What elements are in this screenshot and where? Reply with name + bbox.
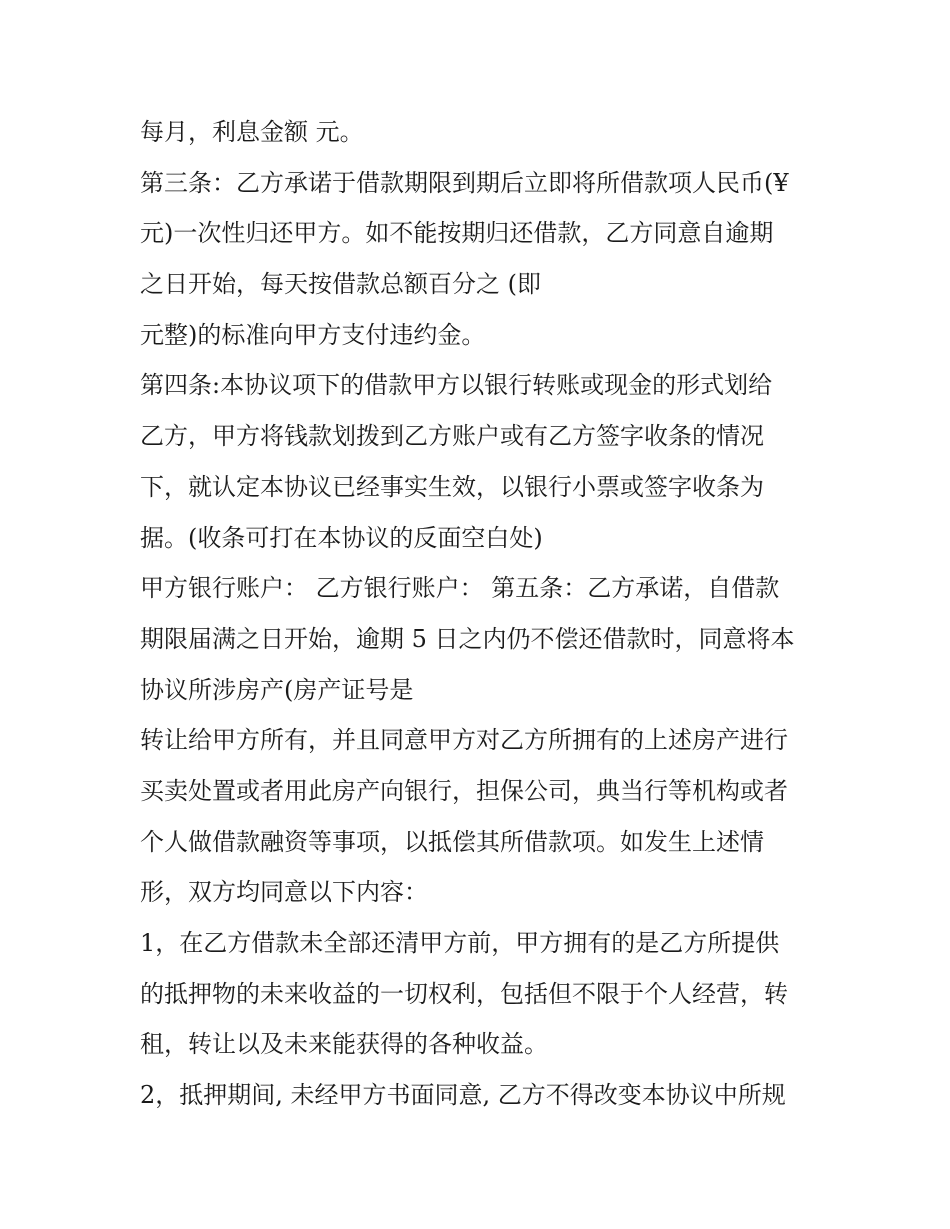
text-line: 转让给甲方所有，并且同意甲方对乙方所拥有的上述房产进行	[140, 726, 788, 755]
text-line: 元整)的标准向甲方支付违约金。	[140, 320, 486, 349]
text-line: 据。(收条可打在本协议的反面空白处)	[140, 523, 543, 552]
text-line: 个人做借款融资等事项，以抵偿其所借款项。如发生上述情	[140, 827, 764, 856]
text-line: 每月，利息金额 元。	[140, 118, 364, 146]
document-body	[140, 107, 830, 1121]
text-line: 协议所涉房产(房产证号是	[140, 675, 414, 704]
text-line: 形，双方均同意以下内容：	[140, 878, 428, 907]
text-line: 1，在乙方借款未全部还清甲方前，甲方拥有的是乙方所提供	[140, 929, 780, 957]
text-line: 元)一次性归还甲方。如不能按期归还借款，乙方同意自逾期	[140, 219, 774, 248]
text-line: 甲方银行账户： 乙方银行账户： 第五条：乙方承诺，自借款	[140, 574, 780, 603]
text-line: 之日开始，每天按借款总额百分之 (即	[140, 270, 541, 299]
text-line: 下，就认定本协议已经事实生效，以银行小票或签字收条为	[140, 472, 764, 501]
text-line: 买卖处置或者用此房产向银行，担保公司，典当行等机构或者	[140, 776, 788, 805]
text-line: 第四条:本协议项下的借款甲方以银行转账或现金的形式划给	[140, 371, 773, 400]
text-line: 期限届满之日开始，逾期 5 日之内仍不偿还借款时，同意将本	[140, 624, 795, 653]
text-line: 的抵押物的未来收益的一切权利，包括但不限于个人经营，转	[140, 979, 788, 1008]
text-line: 第三条：乙方承诺于借款期限到期后立即将所借款项人民币(¥	[140, 168, 789, 197]
text-line: 乙方，甲方将钱款划拨到乙方账户或有乙方签字收条的情况	[140, 422, 764, 451]
text-line: 2，抵押期间, 未经甲方书面同意, 乙方不得改变本协议中所规	[140, 1081, 786, 1110]
text-line: 租，转让以及未来能获得的各种收益。	[140, 1030, 548, 1059]
